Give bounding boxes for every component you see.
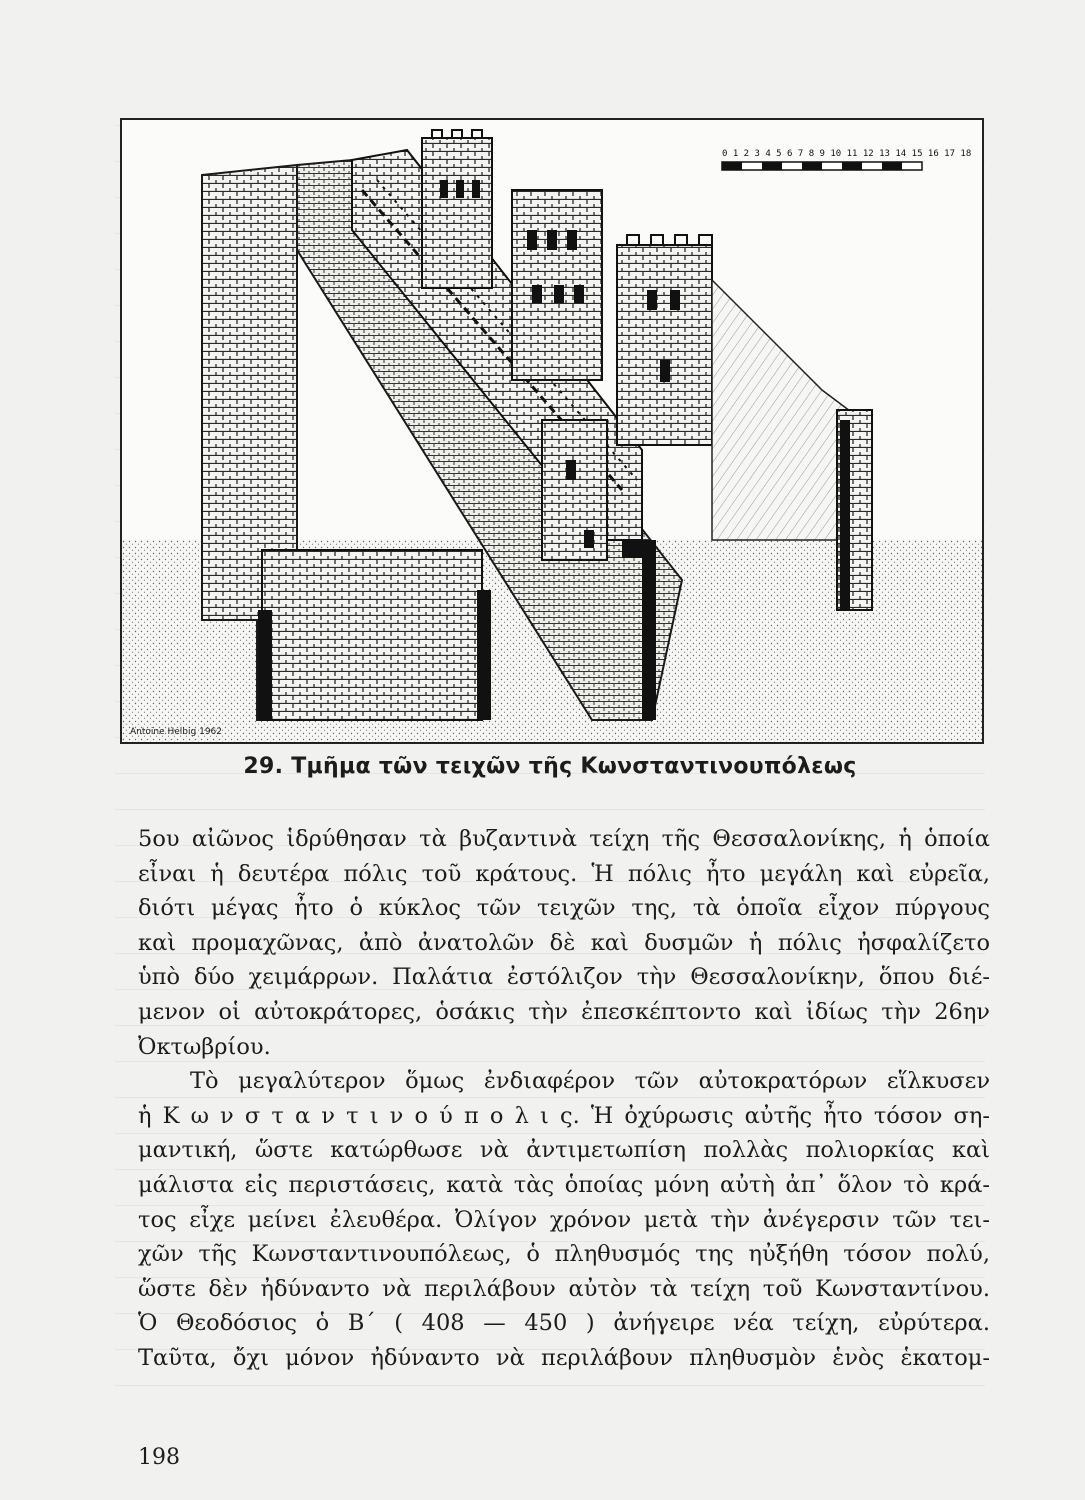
moat-block xyxy=(262,550,482,720)
tall-tower xyxy=(422,130,492,288)
middle-tower xyxy=(512,190,602,380)
text-line: μαντική, ὥστε κατώρθωσε νὰ ἀντιμετωπίση πολλὰς πολιορκίας καὶ xyxy=(138,1137,990,1164)
text-line: Τὸ μεγαλύτερον ὅμως ἐνδιαφέρον τῶν αὐτοκρατόρων εἵλκυσεν xyxy=(190,1068,990,1095)
text-line: διότι μέγας ἦτο ὁ κύκλος τῶν τειχῶν της, τὰ ὁποῖα εἶχον πύργους xyxy=(138,895,990,922)
text-line: τος εἶχε μείνει ἐλευθέρα. Ὀλίγον χρόνον μετὰ τὴν ἀνέγερσιν τῶν τει- xyxy=(138,1206,990,1233)
text-line: ἡ Κ ω ν σ τ α ν τ ι ν ο ύ π ο λ ι ς. Ἡ ὀχύρωσις αὐτῆς ἦτο τόσον ση- xyxy=(138,1102,990,1129)
text-line: χῶν τῆς Κωνσταντινουπόλεως, ὁ πληθυσμός της ηὐξήθη τόσον πολύ, xyxy=(138,1241,990,1268)
text-line: μάλιστα εἰς περιστάσεις, κατὰ τὰς ὁποίας μόνη αὐτὴ ἀπ᾽ ὅλον τὸ κρά- xyxy=(138,1171,990,1198)
text-line: καὶ προμαχῶνας, ἀπὸ ἀνατολῶν δὲ καὶ δυσμῶν ἡ πόλις ἠσφαλίζετο xyxy=(138,929,990,956)
page-number: 198 xyxy=(138,1445,180,1470)
text-line: Ταῦτα, ὄχι μόνον ἠδύναντο νὰ περιλάβουν πληθυσμὸν ἑνὸς ἑκατομ- xyxy=(138,1344,990,1371)
text-line: μενον οἱ αὐτοκράτορες, ὁσάκις τὴν ἐπεσκέπτοντο καὶ ἰδίως τὴν 26ην xyxy=(138,998,990,1025)
svg-text:0 1 2 3 4 5 6 7 8 9 10 11 12 1: 0 1 2 3 4 5 6 7 8 9 10 11 12 13 14 15 16 17 18 xyxy=(722,149,972,159)
text-line: Ὁ Θεοδόσιος ὁ Β΄ ( 408 — 450 ) ἀνήγειρε νέα τείχη, εὐρύτερα. xyxy=(138,1310,990,1337)
body-text xyxy=(138,822,990,1376)
text-line: Ὀκτωβρίου. xyxy=(138,1033,271,1060)
text-line: ὑπὸ δύο χειμάρρων. Παλάτια ἐστόλιζον τὴν Θεσσαλονίκην, ὅπου διέ- xyxy=(138,964,990,991)
wall-illustration xyxy=(120,118,984,744)
figure-caption: 29. Τμῆμα τῶν τειχῶν τῆς Κωνσταντινουπόλεως xyxy=(243,754,857,779)
artist-signature: Antoine Helbig 1962 xyxy=(130,727,222,737)
text-line: 5ου αἰῶνος ἱδρύθησαν τὰ βυζαντινὰ τείχη τῆς Θεσσαλονίκης, ἡ ὁποία xyxy=(138,826,990,852)
round-tower xyxy=(617,235,712,445)
text-line: εἶναι ἡ δευτέρα πόλις τοῦ κράτους. Ἡ πόλις ἦτο μεγάλη καὶ εὐρεῖα, xyxy=(138,860,990,887)
text-line: ὥστε δὲν ἠδύναντο νὰ περιλάβουν αὐτὸν τὰ τείχη τοῦ Κωνσταντίνου. xyxy=(138,1275,990,1302)
